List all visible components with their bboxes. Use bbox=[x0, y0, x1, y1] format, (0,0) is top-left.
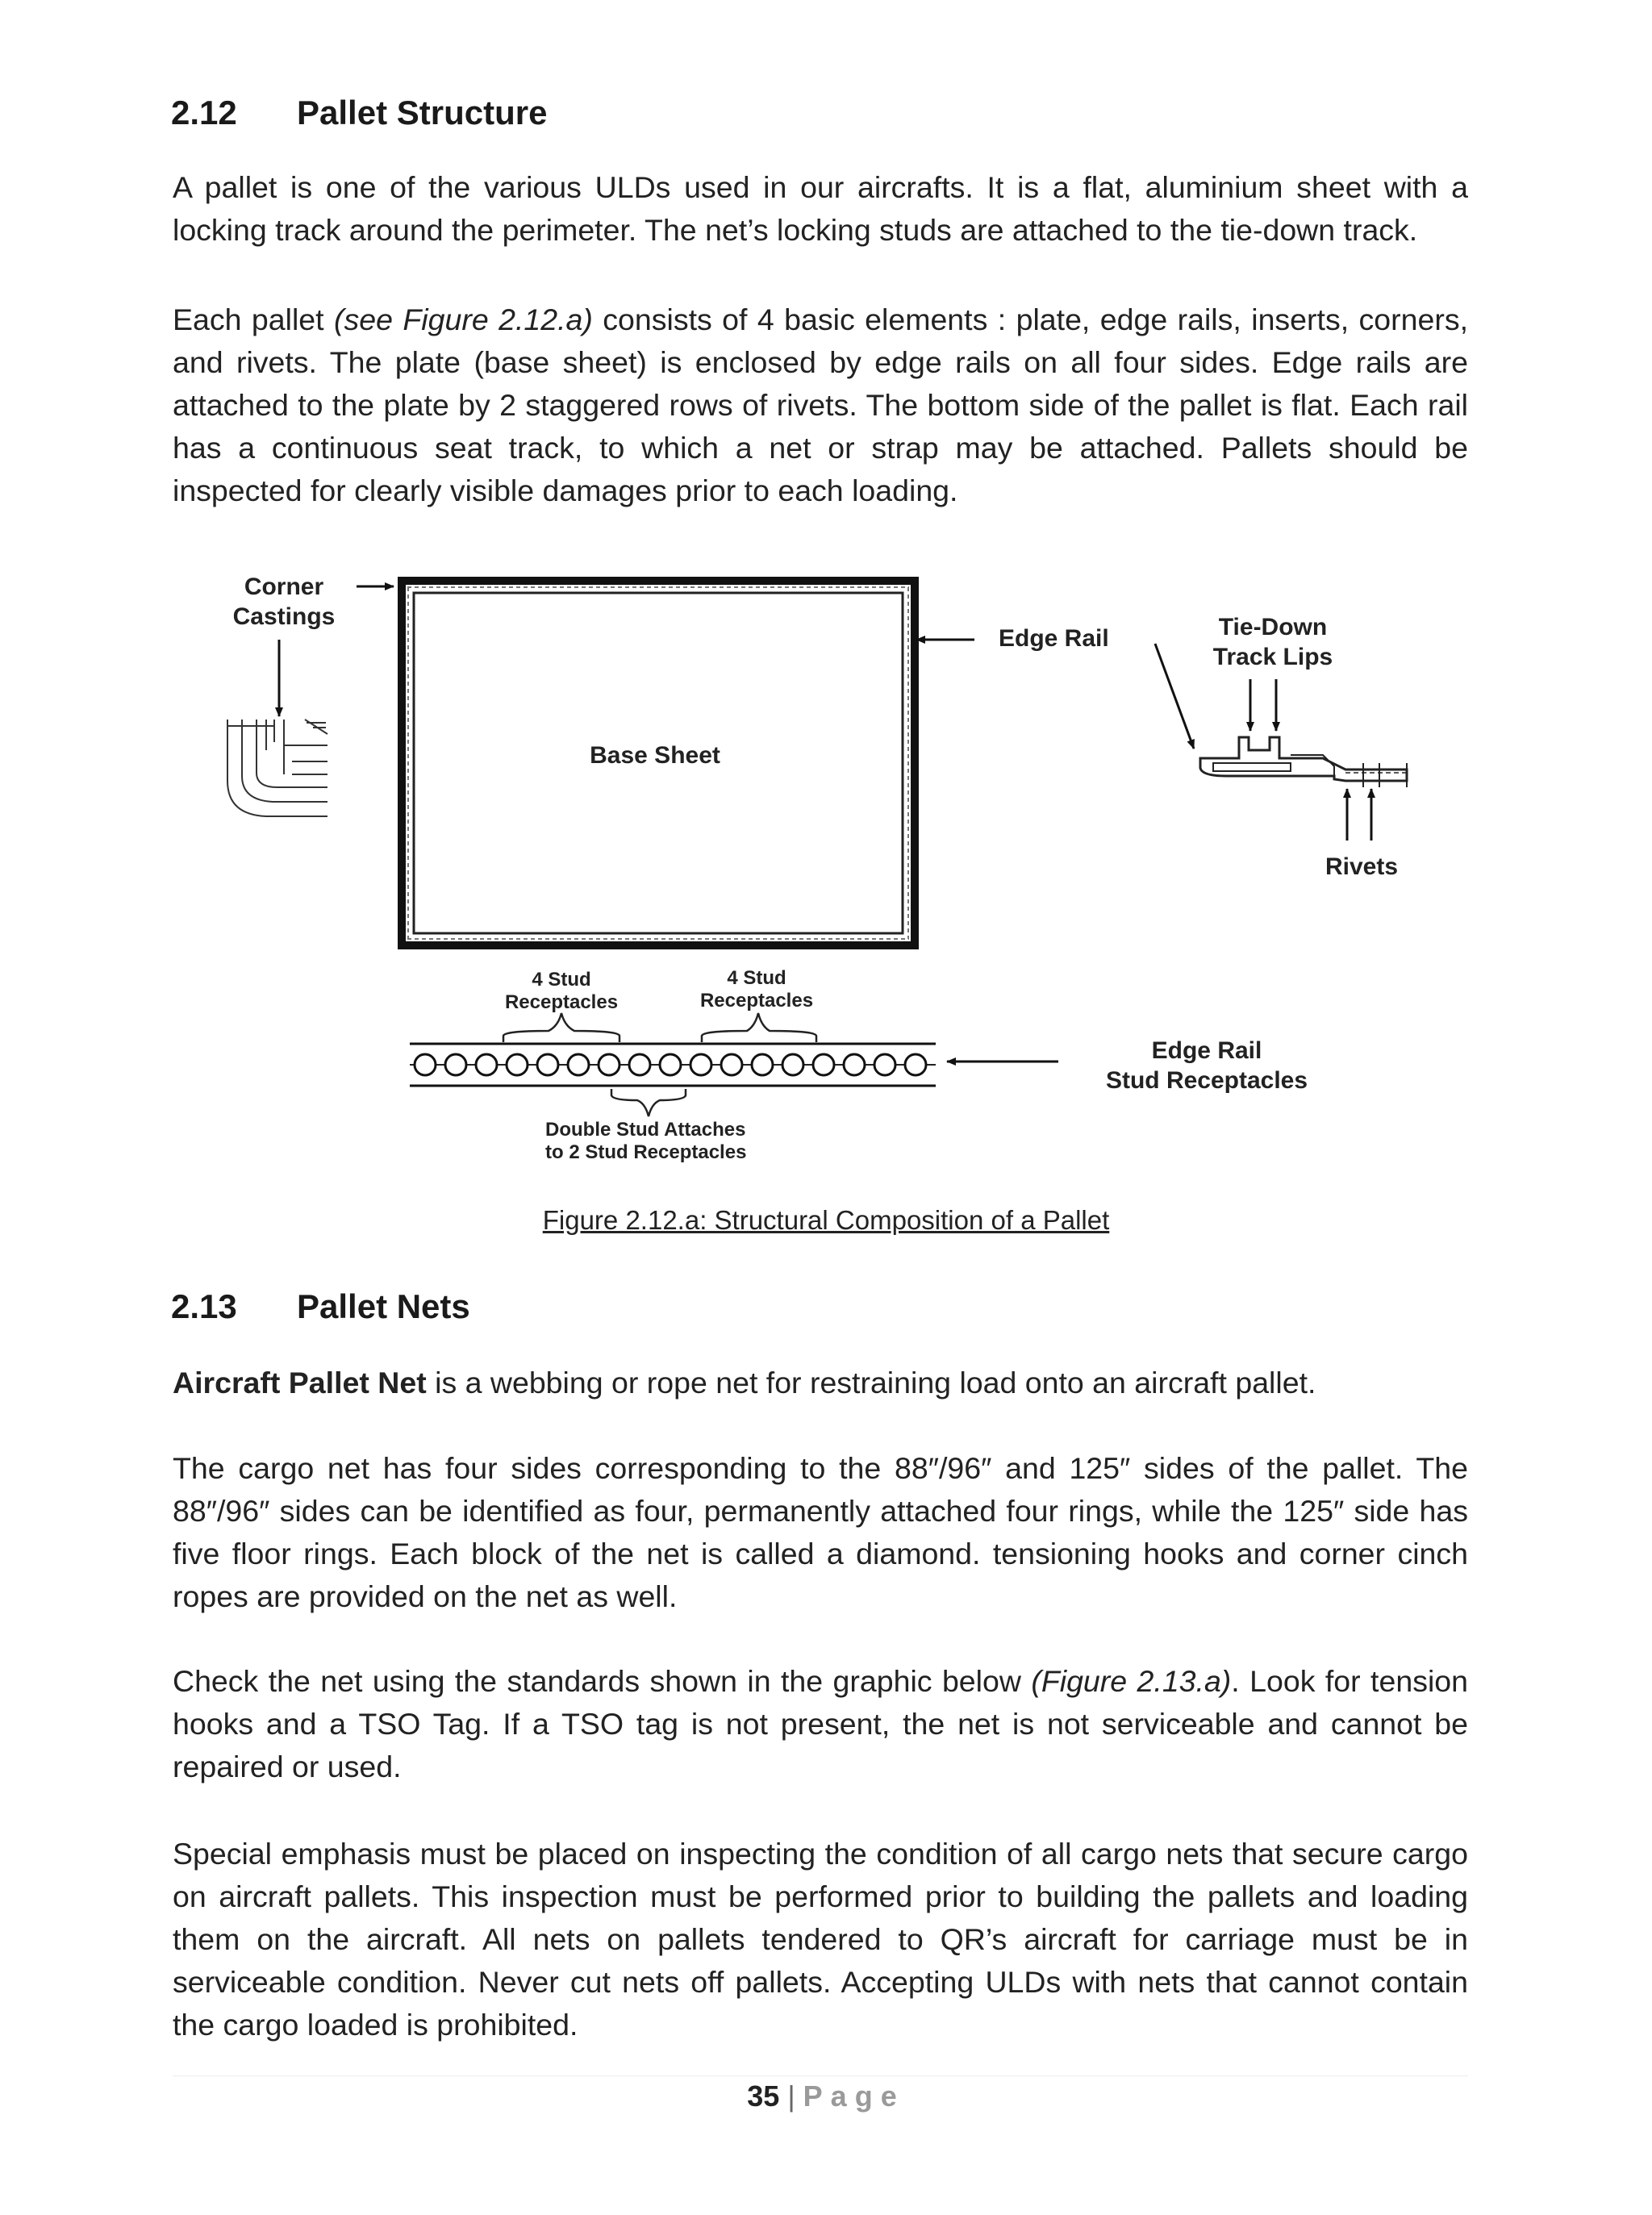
pallet-nets-paragraph-3 bbox=[173, 1660, 1468, 1788]
pallet-nets-paragraph-4: Special emphasis must be placed on inspecting the condition of all cargo nets that secure cargo on aircraft pallets. This inspection must be performed prior to building the pallets and loading them on the aircraft. All nets on pallets tendered to QR’s aircraft for carriage must be in serviceable condition. Never cut nets off pallets. Accepting ULDs with nets that cannot contain the cargo loaded is prohibited. bbox=[173, 1837, 1468, 2042]
section-heading-2-12 bbox=[171, 94, 547, 132]
edge-rail-label: Edge Rail bbox=[999, 625, 1109, 652]
corner-castings-label-line1: Corner bbox=[244, 574, 324, 600]
pallet-outline bbox=[402, 581, 915, 945]
edge-rail-cross-section bbox=[1200, 737, 1407, 787]
tie-down-label-line1: Tie-Down bbox=[1218, 614, 1328, 640]
rivets-label: Rivets bbox=[1325, 853, 1399, 880]
pallet-structure-paragraph-1: A pallet is one of the various ULDs used in our aircrafts. It is a flat, aluminium sheet with a locking track around the perimeter. The net’s locking studs are attached to the tie-down track. bbox=[173, 170, 1468, 247]
section-title: Pallet Structure bbox=[297, 94, 548, 131]
footer-separator: | bbox=[787, 2079, 795, 2113]
edge-rail-stud-receptacles-line1: Edge Rail bbox=[1151, 1037, 1262, 1064]
figure-reference: (Figure 2.13.a) bbox=[1031, 1664, 1232, 1698]
section-title: Pallet Nets bbox=[297, 1287, 470, 1325]
base-sheet-inner-edge bbox=[414, 593, 903, 933]
pallet-nets-paragraph-2: The cargo net has four sides corresponding to the 88″/96″ and 125″ sides of the pallet. The 88″/96″ sides can be identified as four, permanently attached four rings, while the 125″ side has five floor rings. Each block of the net is called a diamond. tensioning hooks and corner cinch ropes are provided on the net as well. bbox=[173, 1451, 1468, 1613]
paragraph-text: is a webbing or rope net for restraining load onto an aircraft pallet. bbox=[426, 1366, 1316, 1399]
tie-down-label-line2: Track Lips bbox=[1212, 644, 1333, 670]
paragraph-text: Each pallet bbox=[173, 302, 334, 336]
section-number: 2.13 bbox=[171, 1287, 237, 1325]
stud-receptacle-rail bbox=[410, 1044, 936, 1086]
double-stud-label-line1: Double Stud Attaches bbox=[545, 1119, 746, 1141]
stud-receptacles-right-line1: 4 Stud bbox=[727, 967, 786, 989]
stud-receptacles-right-line2: Receptacles bbox=[699, 990, 814, 1012]
pallet-structure-paragraph-2 bbox=[173, 298, 1468, 512]
page-footer bbox=[0, 2079, 1652, 2113]
double-stud-label-line2: to 2 Stud Receptacles bbox=[545, 1141, 747, 1163]
page-word: Page bbox=[803, 2079, 905, 2113]
stud-receptacles-left-line2: Receptacles bbox=[504, 991, 619, 1013]
figure-reference: (see Figure 2.12.a) bbox=[334, 302, 593, 336]
section-heading-2-13 bbox=[171, 1287, 470, 1326]
section-number: 2.12 bbox=[171, 94, 237, 131]
base-sheet-label: Base Sheet bbox=[590, 742, 720, 769]
footer-divider bbox=[173, 2075, 1468, 2076]
term-bold: Aircraft Pallet Net bbox=[173, 1366, 427, 1399]
bracket-right bbox=[702, 1013, 816, 1042]
figure-caption: Figure 2.12.a: Structural Composition of a Pallet bbox=[542, 1205, 1110, 1235]
paragraph-text: consists of 4 basic elements : plate, edge rails, inserts, corners, and rivets. The plate (base sheet) is enclosed by edge rails on all four sides. Edge rails are attached to the plate by 2 staggered rows of rivets. The bottom side of the pallet is flat. Each rail has a continuous seat track, to which a net or strap may be attached. Pallets should be inspected for clearly visible damages prior to each loading. bbox=[173, 302, 1469, 507]
bracket-double-stud bbox=[611, 1089, 686, 1116]
bracket-left bbox=[503, 1013, 620, 1042]
corner-casting-detail bbox=[227, 720, 327, 816]
edge-rail-stud-receptacles-line2: Stud Receptacles bbox=[1105, 1067, 1308, 1094]
paragraph-text: . Look for tension hooks and a TSO Tag. If a TSO tag is not present, the net is not serviceable and cannot be repaired or used. bbox=[173, 1664, 1468, 1783]
pallet-nets-paragraph-1 bbox=[173, 1362, 1468, 1404]
stud-receptacles-left-line1: 4 Stud bbox=[532, 969, 591, 991]
page-number: 35 bbox=[747, 2079, 780, 2113]
paragraph-text: Check the net using the standards shown in the graphic below bbox=[173, 1664, 1032, 1698]
edge-rail-pointer bbox=[1155, 644, 1194, 749]
corner-castings-label-line2: Castings bbox=[232, 603, 336, 630]
